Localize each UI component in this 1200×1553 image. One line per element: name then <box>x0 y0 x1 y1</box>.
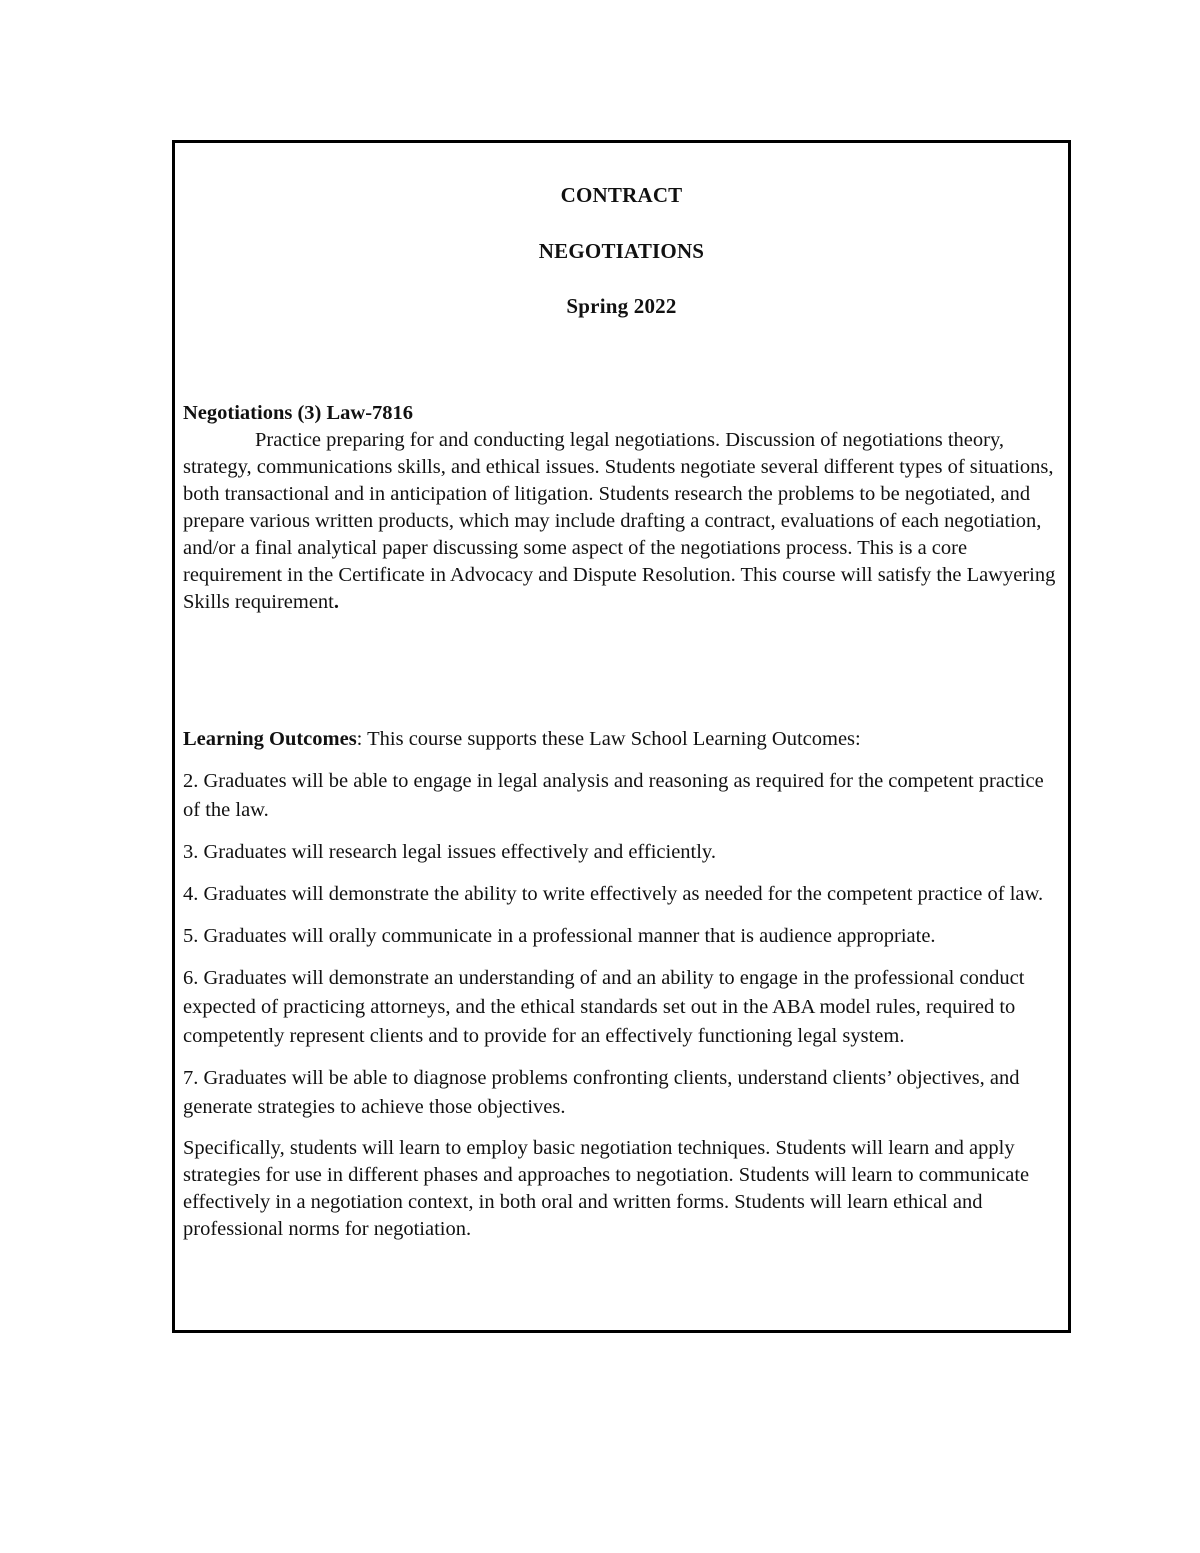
course-heading: Negotiations (3) Law-7816 <box>183 402 414 424</box>
learning-outcomes-intro-text: : This course supports these Law School Learning Outcomes: <box>356 728 861 750</box>
outcomes-summary: Specifically, students will learn to employ basic negotiation techniques. Students will learn and apply strategies for use in different phases and approaches to negotiation. Students will learn to communicate effectively in a negotiation context, in both oral and written forms. Students will learn ethical and professional norms for negotiation. <box>183 1137 1030 1240</box>
course-description-text: Practice preparing for and conducting legal negotiations. Discussion of negotiations theory, strategy, communications skills, and ethical issues. Students negotiate several different types of situations, both transactional and in anticipation of litigation. Students research the problems to be negotiated, and prepare various written products, which may include drafting a contract, evaluations of each negotiation, and/or a final analytical paper discussing some aspect of the negotiations process. This is a core requirement in the Certificate in Advocacy and Dispute Resolution. This course will satisfy the Lawyering Skills requirement <box>183 429 1056 613</box>
outcome-item-3: 3. Graduates will research legal issues effectively and efficiently. <box>183 841 716 863</box>
course-description-section <box>183 400 1058 616</box>
learning-outcomes-intro <box>183 725 1061 754</box>
document-title-negotiations: NEGOTIATIONS <box>538 239 705 263</box>
outcome-item-7: 7. Graduates will be able to diagnose problems confronting clients, understand clients’ objectives, and generate strategies to achieve those objectives. <box>183 1067 1020 1118</box>
document-term: Spring 2022 <box>566 294 677 318</box>
outcome-item-2: 2. Graduates will be able to engage in legal analysis and reasoning as required for the competent practice of the law. <box>183 770 1044 821</box>
learning-outcomes-label: Learning Outcomes <box>183 728 357 750</box>
outcome-item-6: 6. Graduates will demonstrate an understanding of and an ability to engage in the professional conduct expected of practicing attorneys, and the ethical standards set out in the ABA model rules, required to competently represent clients and to provide for an effectively functioning legal system. <box>183 967 1025 1047</box>
document-border-box <box>172 140 1071 1333</box>
outcome-item-4: 4. Graduates will demonstrate the ability to write effectively as needed for the competent practice of law. <box>183 883 1044 905</box>
document-title-contract: CONTRACT <box>560 183 683 207</box>
learning-outcomes-section <box>183 725 1061 1243</box>
outcome-item-5: 5. Graduates will orally communicate in a professional manner that is audience appropriate. <box>183 925 936 947</box>
course-description-end: . <box>333 591 340 613</box>
course-description <box>183 427 1058 616</box>
